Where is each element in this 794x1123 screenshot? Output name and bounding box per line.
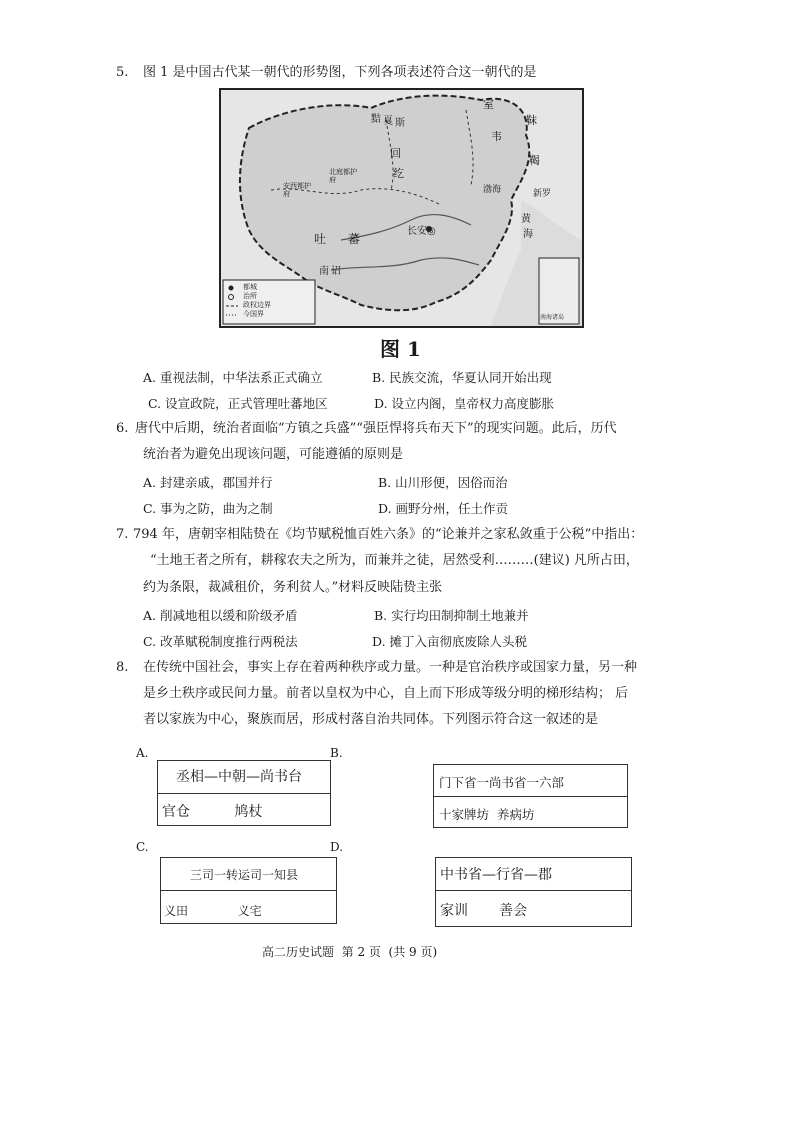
- q8-choice-d-bottom: 家训 善会: [440, 903, 528, 919]
- q8-choice-a-top: 丞相—中朝—尚书台: [176, 769, 302, 785]
- q8-choice-d-top: 中书省—行省—郡: [440, 867, 552, 883]
- map-label: 诏: [331, 266, 341, 277]
- map-label: 韦: [491, 130, 502, 143]
- q5-option-d[interactable]: D. 设立内阁，皇帝权力高度膨胀: [374, 396, 555, 411]
- q7-line3: 约为条限，裁减租价，务利贫人。”材料反映陆贽主张: [143, 580, 443, 595]
- q8-choice-b-diagram[interactable]: [433, 764, 628, 828]
- q5-option-b[interactable]: B. 民族交流，华夏认同开始出现: [372, 370, 552, 385]
- map-figure: [219, 88, 584, 328]
- map-label: 安西都护府: [283, 182, 311, 198]
- capital-symbol: [229, 286, 234, 291]
- q6-option-c[interactable]: C. 事为之防，曲为之制: [143, 501, 273, 516]
- q8-choice-c-top: 三司一转运司一知县: [190, 868, 299, 882]
- q5-number: 5.: [116, 65, 129, 80]
- q6-line2: 统治者为避免出现该问题，可能遵循的原则是: [143, 447, 404, 462]
- map-label: 南海诸岛: [540, 314, 565, 321]
- q7-line1: 794 年，唐朝宰相陆贽在《均节赋税恤百姓六条》的“论兼并之家私敛重于公税”中指出：: [133, 527, 644, 542]
- map-label: 南: [319, 266, 329, 277]
- q8-choice-a-bottom: 官仓 鸠杖: [162, 804, 263, 820]
- q8-choice-d-diagram[interactable]: [435, 857, 632, 927]
- q7-option-a[interactable]: A. 削减地租以缓和阶级矛盾: [143, 608, 298, 623]
- q8-choice-c-label[interactable]: C.: [136, 840, 149, 854]
- divider: [161, 890, 336, 891]
- q8-choice-a-label[interactable]: A.: [136, 746, 149, 760]
- map-label: 回: [390, 147, 401, 160]
- q6-option-d[interactable]: D. 画野分州，任土作贡: [378, 501, 509, 516]
- q6-number: 6.: [116, 421, 129, 436]
- q6-line1: 唐代中后期，统治者面临“方镇之兵盛”“强臣悍将兵布天下”的现实问题。此后，历代: [135, 421, 617, 436]
- q6-option-b[interactable]: B. 山川形便，因俗而治: [378, 475, 508, 490]
- map-label: 黄: [521, 214, 531, 225]
- q8-choice-c-diagram[interactable]: [160, 857, 337, 924]
- q8-choice-b-bottom: 十家牌坊 养病坊: [439, 807, 535, 822]
- q8-choice-b-top: 门下省一尚书省一六部: [439, 775, 565, 790]
- map-label: 新罗: [533, 189, 552, 199]
- divider: [434, 796, 627, 797]
- map-label: 戛: [383, 116, 393, 127]
- map-label: 海: [523, 229, 533, 240]
- page-footer: 高二历史试题 第 2 页 (共 9 页): [262, 945, 438, 959]
- map-label: 靺: [526, 114, 537, 127]
- map-label: 鞨: [529, 154, 540, 167]
- map-label: 纥: [393, 167, 404, 180]
- q6-option-a[interactable]: A. 封建亲戚，郡国并行: [143, 475, 273, 490]
- map-label: 斯: [395, 118, 405, 129]
- q8-choice-d-label[interactable]: D.: [330, 840, 344, 854]
- map-label: 室: [483, 98, 494, 111]
- legend-capital: 都城: [243, 283, 257, 291]
- map-label: 吐: [314, 232, 327, 246]
- q7-number: 7.: [116, 527, 129, 542]
- q5-option-c[interactable]: C. 设宣政院，正式管理吐蕃地区: [148, 396, 328, 411]
- q7-line2: “土地王者之所有，耕稼农夫之所为，而兼并之徒，居然受利………(建议) 凡所占田，: [150, 553, 639, 568]
- q7-option-d[interactable]: D. 摊丁入亩彻底废除人头税: [372, 634, 528, 649]
- q8-choice-b-label[interactable]: B.: [330, 746, 343, 760]
- q8-line2: 是乡土秩序或民间力量。前者以皇权为中心，自上而下形成等级分明的梯形结构； 后: [143, 686, 629, 701]
- q8-number: 8.: [116, 660, 129, 675]
- map-label: 渤海: [483, 185, 502, 195]
- q8-choice-a-diagram[interactable]: [157, 760, 331, 826]
- map-label: 长安◎: [407, 226, 436, 237]
- map-label: 北庭都护府: [329, 168, 357, 184]
- q8-choice-c-bottom: 义田 义宅: [164, 904, 262, 918]
- divider: [436, 890, 631, 891]
- map-caption: 图 1: [380, 337, 421, 361]
- q8-line1: 在传统中国社会，事实上存在着两种秩序或力量。一种是官治秩序或国家力量，另一种: [143, 660, 638, 675]
- map-label: 蕃: [348, 232, 361, 246]
- q5-option-a[interactable]: A. 重视法制，中华法系正式确立: [143, 370, 323, 385]
- q7-option-c[interactable]: C. 改革赋税制度推行两税法: [143, 634, 298, 649]
- q5-stem: 图 1 是中国古代某一朝代的形势图，下列各项表述符合这一朝代的是: [143, 65, 537, 80]
- q7-option-b[interactable]: B. 实行均田制抑制土地兼并: [374, 608, 529, 623]
- legend-seat: 治所: [243, 292, 257, 300]
- legend-boundary: 政权边界: [243, 301, 271, 309]
- q8-line3: 者以家族为中心，聚族而居，形成村落自治共同体。下列图示符合这一叙述的是: [143, 712, 599, 727]
- legend-modern: 今国界: [243, 310, 264, 318]
- map-label: 黠: [371, 114, 381, 125]
- divider: [158, 793, 330, 794]
